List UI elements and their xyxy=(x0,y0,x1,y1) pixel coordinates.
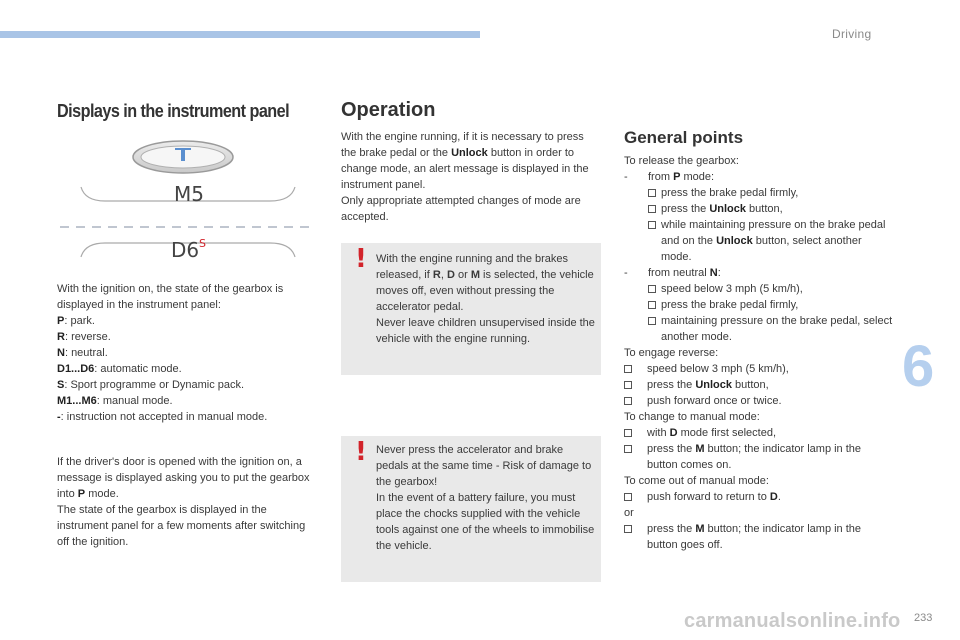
warning-icon: ! xyxy=(355,244,367,274)
bullet-icon xyxy=(624,397,632,405)
watermark: carmanualsonline.info xyxy=(684,610,901,632)
mode-bottom-text: D6 xyxy=(171,238,200,262)
legend-s: S: Sport programme or Dynamic pack. xyxy=(57,379,245,391)
bullet-icon xyxy=(624,445,632,453)
bullet-icon xyxy=(648,285,656,293)
operation-title: Operation xyxy=(341,99,436,121)
general-points-title: General points xyxy=(624,128,744,147)
legend-n: N: neutral. xyxy=(57,347,108,359)
chapter-number: 6 xyxy=(902,334,935,399)
alert-box-battery: ! Never press the accelerator and brake pedals at the same time - Risk of damage to the gearbox! In the event of a battery failure, you must place the chocks supplied with the vehicle tools against one of the wheels to immobilise the vehicle. xyxy=(341,436,601,582)
dial-needle xyxy=(181,149,185,161)
bullet-icon xyxy=(624,381,632,389)
door-paragraph: If the driver's door is opened with the ignition on, a message is displayed asking you to put the gearbox into P mode. The state of the gearbox is displayed in the instrument panel for a few moments after switching off the ignition. xyxy=(57,456,310,548)
displays-legend-block xyxy=(57,281,319,425)
legend-d: D1...D6: automatic mode. xyxy=(57,363,182,375)
bullet-icon xyxy=(648,205,656,213)
bullet-icon xyxy=(648,301,656,309)
legend-p: P: park. xyxy=(57,315,95,327)
dial-needle-cap xyxy=(175,148,191,150)
bullet-icon xyxy=(624,525,632,533)
alert-box-moves-off: ! With the engine running and the brakes released, if R, D or M is selected, the vehicle moves off, even without pressing the accelerator pedal. Never leave children unsupervised inside the vehicle with the engine running. xyxy=(341,243,601,375)
header-accent-bar xyxy=(0,31,480,38)
legend-m: M1...M6: manual mode. xyxy=(57,395,173,407)
warning-icon: ! xyxy=(355,437,367,467)
legend-dash: -: instruction not accepted in manual mode. xyxy=(57,411,268,423)
bullet-icon xyxy=(648,317,656,325)
instrument-panel-figure xyxy=(55,137,315,267)
mode-top-text: M5 xyxy=(174,182,204,206)
bullet-icon xyxy=(624,493,632,501)
bullet-icon xyxy=(648,221,656,229)
operation-intro: With the engine running, if it is necessary to press the brake pedal or the Unlock button in order to change mode, an alert message is displayed in the instrument panel. Only appropriate attempted changes of mode are accepted. xyxy=(341,131,589,223)
legend-r: R: reverse. xyxy=(57,331,111,343)
bullet-icon xyxy=(624,365,632,373)
section-label: Driving xyxy=(832,27,872,41)
bullet-icon xyxy=(624,429,632,437)
displays-title: Displays in the instrument panel xyxy=(57,101,290,121)
bullet-icon xyxy=(648,189,656,197)
mode-bottom-sup: S xyxy=(199,237,206,250)
page-number: 233 xyxy=(914,612,933,624)
displays-intro: With the ignition on, the state of the gearbox is displayed in the instrument panel: xyxy=(57,283,284,311)
general-points-body: To release the gearbox: - from P mode: press the brake pedal firmly, press the Unlock button, while maintaining pressure on the brake pedal and on the Unlock button, select another mode. - from neutral N: speed below 3 mph (5 km/h), press the brake pedal firmly, maintaining pressure on the brake pedal, select another mode. To engage reverse: speed below 3 mph (5 km/h), press the Unlock button, push forward once or twice. To change to manual mode: with D mode first selected, press the M button; the indicator lamp in the button comes on. To come out of manual mode: push forward to return to D. or press the M button; the indicator lamp in the button goes off. xyxy=(624,155,893,551)
